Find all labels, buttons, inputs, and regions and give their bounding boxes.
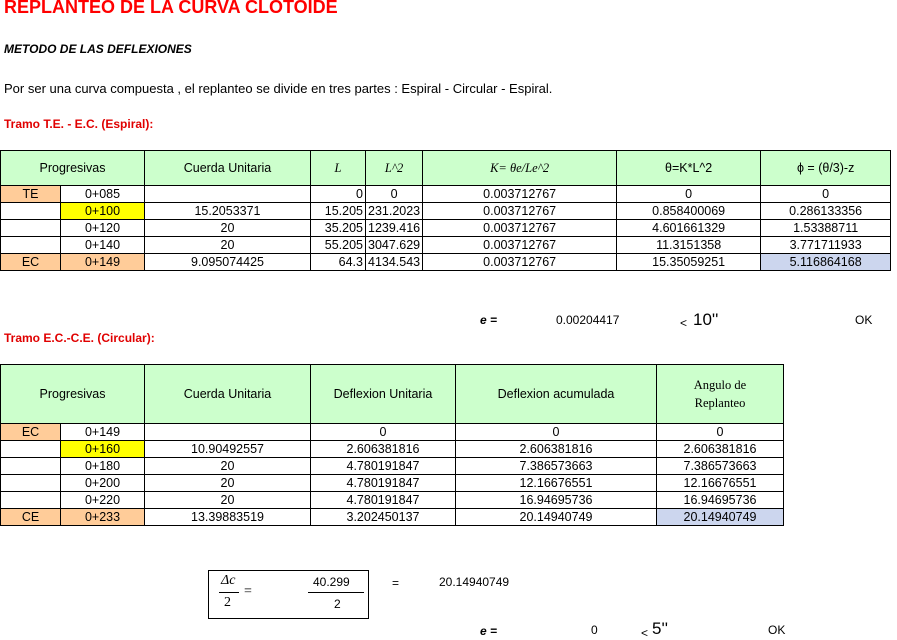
row-progresiva: 0+160 [61, 441, 145, 458]
row-progresiva: 0+149 [61, 254, 145, 271]
row-label [1, 458, 61, 475]
row-k: 0.003712767 [423, 220, 617, 237]
table-row [1, 492, 784, 509]
table-row [1, 203, 891, 220]
table-row [1, 220, 891, 237]
row-angulo: 16.94695736 [657, 492, 784, 509]
table-row [1, 509, 784, 526]
row-cuerda: 20 [145, 492, 311, 509]
table-row [1, 424, 784, 441]
header-k: K= θe/Le^2 [423, 151, 617, 186]
row-label [1, 475, 61, 492]
row-progresiva: 0+233 [61, 509, 145, 526]
row-phi: 0 [761, 186, 891, 203]
circular-table [0, 364, 784, 526]
row-l: 0 [311, 186, 366, 203]
row-l2: 231.2023 [366, 203, 423, 220]
circular-limit: 5'' [652, 619, 668, 638]
row-theta: 0.858400069 [617, 203, 761, 220]
row-angulo: 12.16676551 [657, 475, 784, 492]
row-l2: 0 [366, 186, 423, 203]
row-label [1, 220, 61, 237]
row-deflexion-unitaria: 3.202450137 [311, 509, 456, 526]
circular-e-value: 0 [591, 623, 598, 637]
row-k: 0.003712767 [423, 237, 617, 254]
header-angulo-line1: Angulo de [693, 378, 747, 392]
row-theta: 0 [617, 186, 761, 203]
formula-rhs-bar [308, 592, 364, 593]
spiral-status: OK [855, 313, 873, 327]
row-k: 0.003712767 [423, 254, 617, 271]
row-deflexion-acumulada: 16.94695736 [456, 492, 657, 509]
table-row [1, 186, 891, 203]
row-l: 55.205 [311, 237, 366, 254]
row-phi: 3.771711933 [761, 237, 891, 254]
row-label [1, 237, 61, 254]
spiral-section-title: Tramo T.E. - E.C. (Espiral): [4, 117, 154, 131]
method-subtitle: METODO DE LAS DEFLEXIONES [4, 42, 192, 56]
circular-e-label: e = [480, 624, 498, 638]
row-cuerda: 20 [145, 458, 311, 475]
spiral-e-label: e = [480, 313, 498, 327]
row-cuerda: 15.2053371 [145, 203, 311, 220]
row-angulo: 7.386573663 [657, 458, 784, 475]
circular-section-title: Tramo E.C.-C.E. (Circular): [4, 331, 155, 345]
row-label: EC [1, 424, 61, 441]
formula-result: 20.14940749 [439, 575, 510, 589]
header-angulo-line2: Replanteo [694, 396, 746, 410]
row-deflexion-unitaria: 4.780191847 [311, 492, 456, 509]
row-label [1, 203, 61, 220]
row-l: 15.205 [311, 203, 366, 220]
header-deflexion-unitaria: Deflexion Unitaria [311, 365, 456, 424]
row-label [1, 441, 61, 458]
formula-rhs-numerator: 40.299 [313, 575, 350, 589]
row-deflexion-acumulada: 20.14940749 [456, 509, 657, 526]
row-progresiva: 0+120 [61, 220, 145, 237]
row-l: 64.3 [311, 254, 366, 271]
header-theta: θ=K*L^2 [617, 151, 761, 186]
row-progresiva: 0+200 [61, 475, 145, 492]
row-angulo: 20.14940749 [657, 509, 784, 526]
row-l2: 1239.416 [366, 220, 423, 237]
row-theta: 4.601661329 [617, 220, 761, 237]
header-cuerda-unitaria: Cuerda Unitaria [145, 365, 311, 424]
row-deflexion-acumulada: 2.606381816 [456, 441, 657, 458]
header-cuerda-unitaria: Cuerda Unitaria [145, 151, 311, 186]
row-deflexion-unitaria: 0 [311, 424, 456, 441]
row-phi: 5.116864168 [761, 254, 891, 271]
circular-status: OK [768, 623, 786, 637]
formula-lhs-denominator: 2 [224, 595, 231, 610]
row-cuerda: 9.095074425 [145, 254, 311, 271]
spiral-table [0, 150, 891, 271]
formula-equals: = [392, 576, 400, 590]
spiral-e-value: 0.00204417 [556, 313, 620, 327]
table-row [1, 254, 891, 271]
row-label [1, 492, 61, 509]
circular-less-than: < [641, 626, 649, 640]
row-cuerda: 13.39883519 [145, 509, 311, 526]
row-deflexion-unitaria: 4.780191847 [311, 475, 456, 492]
header-deflexion-acumulada: Deflexion acumulada [456, 365, 657, 424]
header-progresivas: Progresivas [1, 365, 145, 424]
row-progresiva: 0+140 [61, 237, 145, 254]
row-cuerda: 20 [145, 237, 311, 254]
row-progresiva: 0+220 [61, 492, 145, 509]
row-progresiva: 0+085 [61, 186, 145, 203]
header-l: L [311, 151, 366, 186]
table-row [1, 458, 784, 475]
table-row [1, 237, 891, 254]
row-cuerda: 20 [145, 475, 311, 492]
row-deflexion-acumulada: 7.386573663 [456, 458, 657, 475]
row-progresiva: 0+100 [61, 203, 145, 220]
page-title: REPLANTEO DE LA CURVA CLOTOIDE [4, 0, 338, 17]
spiral-less-than: < [680, 316, 688, 330]
row-cuerda: 20 [145, 220, 311, 237]
row-l: 35.205 [311, 220, 366, 237]
header-phi: ϕ = (θ/3)-z [761, 151, 891, 186]
row-l2: 4134.543 [366, 254, 423, 271]
row-phi: 0.286133356 [761, 203, 891, 220]
table-row [1, 475, 784, 492]
header-progresivas: Progresivas [1, 151, 145, 186]
table-row [1, 441, 784, 458]
row-cuerda [145, 186, 311, 203]
row-k: 0.003712767 [423, 203, 617, 220]
row-angulo: 2.606381816 [657, 441, 784, 458]
formula-lhs-numerator: Δc [221, 573, 236, 588]
row-theta: 15.35059251 [617, 254, 761, 271]
formula-equals-inner: = [244, 584, 252, 599]
row-k: 0.003712767 [423, 186, 617, 203]
row-cuerda [145, 424, 311, 441]
row-label: EC [1, 254, 61, 271]
row-cuerda: 10.90492557 [145, 441, 311, 458]
row-deflexion-unitaria: 2.606381816 [311, 441, 456, 458]
spiral-limit: 10'' [693, 310, 719, 329]
header-angulo-replanteo [657, 365, 784, 424]
row-label: TE [1, 186, 61, 203]
formula-lhs-bar [219, 592, 239, 593]
row-deflexion-unitaria: 4.780191847 [311, 458, 456, 475]
intro-text: Por ser una curva compuesta , el replanteo se divide en tres partes : Espiral - Circular - Espiral. [4, 81, 553, 96]
row-progresiva: 0+149 [61, 424, 145, 441]
row-deflexion-acumulada: 0 [456, 424, 657, 441]
row-phi: 1.53388711 [761, 220, 891, 237]
row-deflexion-acumulada: 12.16676551 [456, 475, 657, 492]
formula-rhs-denominator: 2 [334, 597, 341, 611]
header-l2: L^2 [366, 151, 423, 186]
row-l2: 3047.629 [366, 237, 423, 254]
row-angulo: 0 [657, 424, 784, 441]
row-label: CE [1, 509, 61, 526]
row-theta: 11.3151358 [617, 237, 761, 254]
row-progresiva: 0+180 [61, 458, 145, 475]
